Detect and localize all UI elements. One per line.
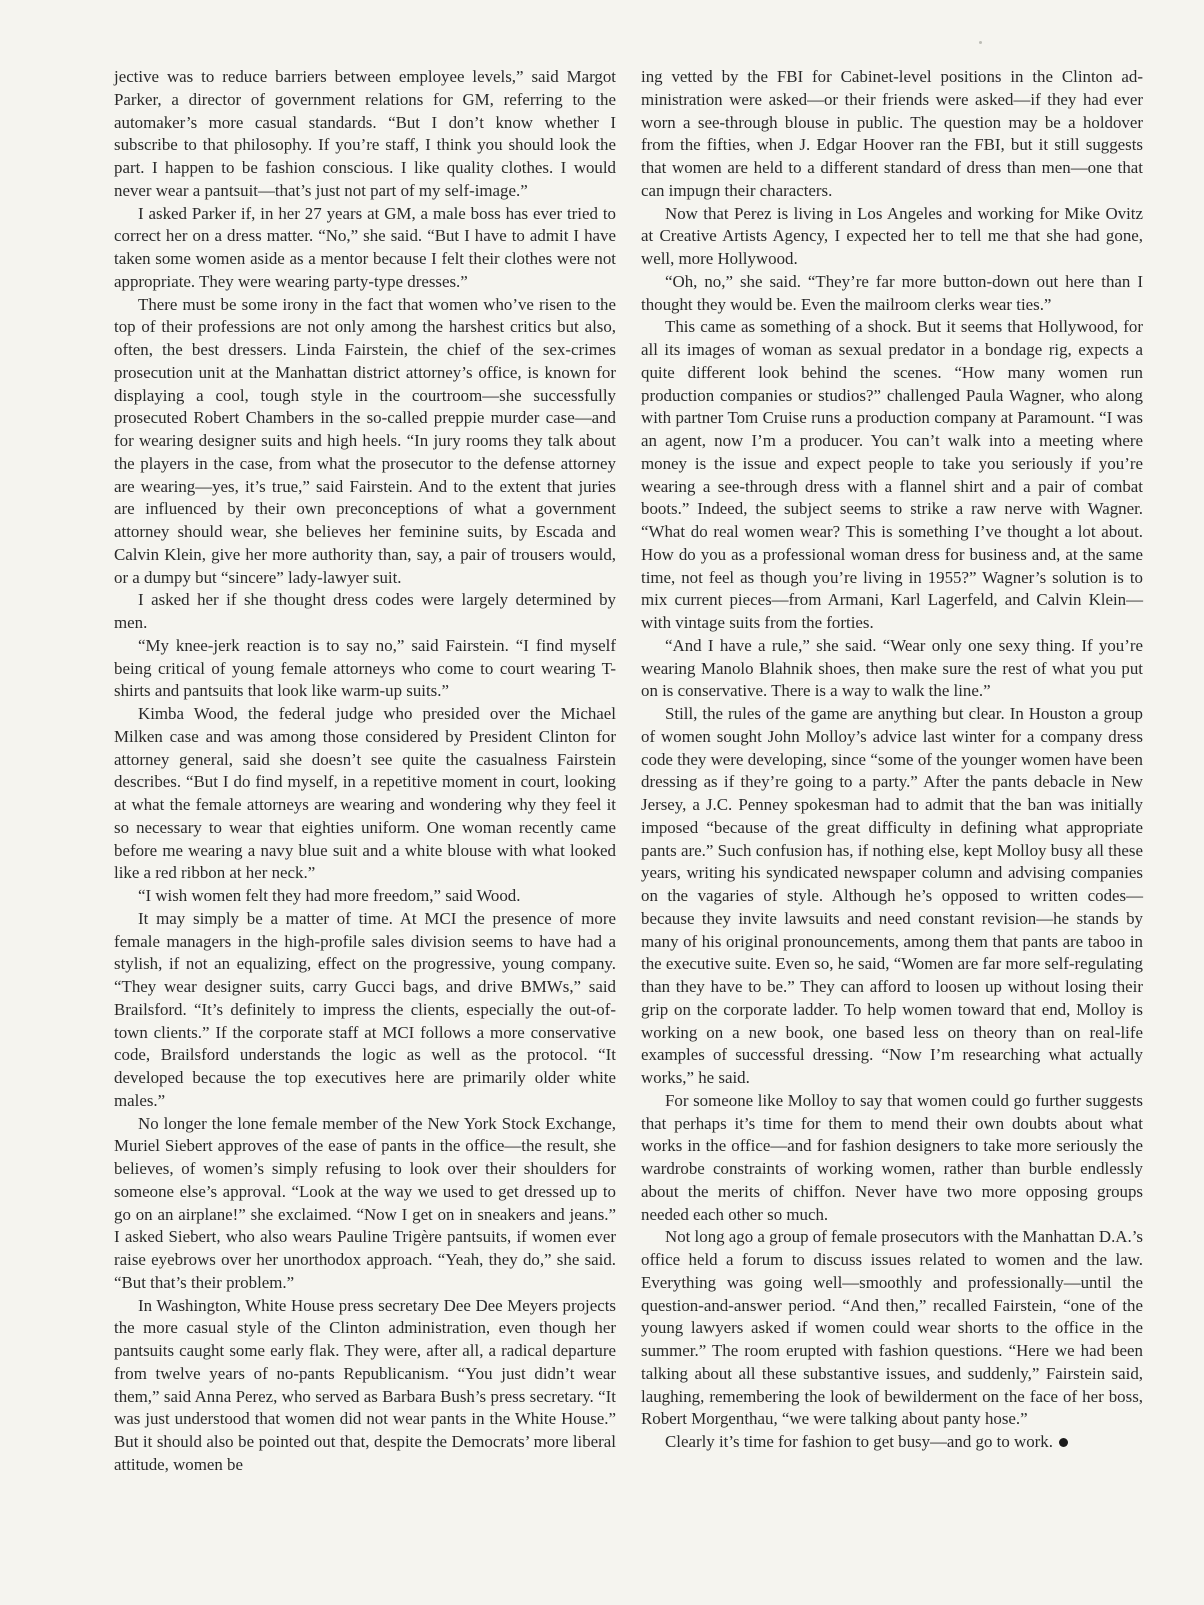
paragraph: There must be some irony in the fact that women who’ve risen to the top of their professions are not only among the harshest critics but also, often, the best dressers. Linda Fairstein, the chief of the sex-crimes prosecution unit at the Manhattan district attorney’s office, is known for displaying a cool, tough style in the courtroom—she successfully prosecuted Robert Chambers in the so-called preppie murder case—and for wearing designer suits and high heels. “In jury rooms they talk about the players in the case, from what the prosecutor to the defense attorney are wearing—yes, it’s true,” said Fairstein. And to the extent that juries are influenced by their own preconceptions of what a government attorney should wear, she believes her feminine suits, by Escada and Calvin Klein, give her more authority than, say, a pair of trousers would, or a dumpy but “sincere” lady-lawyer suit. — [114, 294, 616, 587]
bullet-end-mark-icon — [1059, 1438, 1068, 1447]
paragraph: For someone like Molloy to say that women could go further suggests that perhaps it’s time for them to mend their own doubts about what works in the office—and for fashion designers to take more seriously the wardrobe constraints of working women, rather than burble endlessly about the merits of chiffon. Never have two more opposing groups needed each other so much. — [641, 1090, 1143, 1224]
print-speck — [979, 41, 982, 44]
right-column — [641, 66, 1143, 1454]
paragraph: ing vetted by the FBI for Cabinet-level positions in the Clinton administration were asked—or their friends were asked—if they had ever worn a see-through blouse in public. The question may be a holdover from the fifties, when J. Edgar Hoover ran the FBI, but it still suggests that women are held to a different standard of dress than men—one that can impugn their characters. — [641, 67, 1143, 200]
paragraph: In Washington, White House press secretary Dee Dee Meyers projects the more casual style of the Clinton administration, even though her pantsuits caught some early flak. They were, after all, a radical departure from twelve years of no-pants Republicanism. “You just didn’t wear them,” said Anna Perez, who served as Barbara Bush’s press secretary. “It was just understood that women did not wear pants in the White House.” But it should also be pointed out that, despite the Democrats’ more liberal attitude, women be — [114, 1295, 616, 1474]
paragraph: “Oh, no,” she said. “They’re far more button-down out here than I thought they would be. Even the mailroom clerks wear ties.” — [641, 271, 1143, 314]
final-paragraph — [641, 1431, 1143, 1454]
paragraph: “And I have a rule,” she said. “Wear only one sexy thing. If you’re wearing Manolo Blahnik shoes, then make sure the rest of what you put on is conservative. There is a way to walk the line.” — [641, 635, 1143, 701]
paragraph: Still, the rules of the game are anything but clear. In Houston a group of women sought John Molloy’s advice last winter for a company dress code they were developing, since “some of the younger women have been dressing as if they’re going to a party.” After the pants debacle in New Jersey, a J.C. Penney spokesman had to admit that the ban was initially imposed “because of the great difficulty in defining what appropriate pants are.” Such confusion has, if nothing else, kept Molloy busy all these years, writing his syndicated newspaper column and advising companies on the vagaries of style. Although he’s opposed to written codes—because they invite lawsuits and need constant revision—he stands by many of his original pronouncements, among them that pants are taboo in the executive suite. Even so, he said, “Women are far more self-regulating than they have to be.” They can afford to loosen up without losing their grip on the corporate ladder. To help women toward that end, Molloy is working on a new book, one based less on theory than on real-life examples of successful dressing. “Now I’m researching what actually works,” he said. — [641, 704, 1143, 1087]
left-column — [114, 66, 616, 1477]
paragraph: jective was to reduce barriers between employee levels,” said Margot Parker, a director of government relations for GM, referring to the automaker’s more casual standards. “But I don’t know whether I subscribe to that philosophy. If you’re staff, I think you should look the part. I happen to be fashion conscious. I like quality clothes. I would never wear a pantsuit—that’s just not part of my self-image.” — [114, 67, 616, 200]
paragraph: Not long ago a group of female prosecutors with the Manhattan D.A.’s office held a forum to discuss issues related to women and the law. Everything was going well—smoothly and professionally—until the question-and-answer period. “And then,” recalled Fairstein, “one of the young lawyers asked if women could wear shorts to the office in the summer.” The room erupted with fashion questions. “Here we had been talking about all these substantive issues, and suddenly,” Fairstein said, laughing, remembering the look of bewilderment on the face of her boss, Robert Morgenthau, “we were talking about panty hose.” — [641, 1227, 1143, 1429]
paragraph: Now that Perez is living in Los Angeles and working for Mike Ovitz at Creative Artists Agency, I expected her to tell me that she had gone, well, more Hollywood. — [641, 203, 1143, 268]
final-sentence: Clearly it’s time for fashion to get busy—and go to work. — [665, 1432, 1053, 1451]
paragraph: I asked her if she thought dress codes were largely determined by men. — [114, 590, 616, 632]
paragraph: “My knee-jerk reaction is to say no,” said Fairstein. “I find myself being critical of young female attorneys who come to court wearing T-shirts and pantsuits that look like warm-up suits.” — [114, 635, 616, 701]
paragraph: No longer the lone female member of the New York Stock Exchange, Muriel Siebert approves of the ease of pants in the office—the result, she believes, of women’s simply refusing to look over their shoulders for someone else’s approval. “Look at the way we used to get dressed up to go on an airplane!” she exclaimed. “Now I get on in sneakers and jeans.” I asked Siebert, who also wears Pauline Trigère pantsuits, if women ever raise eyebrows over her unorthodox approach. “Yeah, they do,” she said. “But that’s their problem.” — [114, 1113, 616, 1292]
paragraph: Kimba Wood, the federal judge who presided over the Michael Milken case and was among those considered by President Clinton for attorney general, said she doesn’t see quite the casualness Fairstein describes. “But I do find myself, in a repetitive moment in court, looking at what the female attorneys are wearing and wondering why they feel it so necessary to wear that eighties uniform. One woman recently came before me wearing a navy blue suit and a white blouse with what looked like a red ribbon at her neck.” — [114, 704, 616, 883]
paragraph: I asked Parker if, in her 27 years at GM, a male boss has ever tried to correct her on a dress matter. “No,” she said. “But I have to admit I have taken some women aside as a mentor because I felt their clothes were not appropriate. They were wearing party-type dresses.” — [114, 203, 616, 291]
paragraph: This came as something of a shock. But it seems that Hollywood, for all its images of woman as sexual predator in a bondage rig, expects a quite different look behind the scenes. “How many women run production companies or studios?” challenged Paula Wagner, who along with partner Tom Cruise runs a production company at Paramount. “I was an agent, now I’m a producer. You can’t walk into a meeting where money is the issue and expect people to take you seriously if you’re wearing a see-through dress with a flannel shirt and a pair of combat boots.” Indeed, the subject seems to strike a raw nerve with Wagner. “What do real women wear? This is something I’ve thought a lot about. How do you as a professional woman dress for business and, at the same time, not feel as though you’re living in 1955?” Wagner’s solution is to mix current pieces—from Armani, Karl Lagerfeld, and Calvin Klein—with vintage suits from the forties. — [641, 317, 1143, 632]
paragraph: “I wish women felt they had more freedom,” said Wood. — [138, 886, 521, 905]
paragraph: It may simply be a matter of time. At MCI the presence of more female managers in the high-profile sales division seems to have had a stylish, if not an equalizing, effect on the progressive, young company. “They wear designer suits, carry Gucci bags, and drive BMWs,” said Brailsford. “It’s definitely to impress the clients, especially the out-of-town clients.” If the corporate staff at MCI follows a more conservative code, Brailsford understands the logic as well as the protocol. “It developed because the top executives here are primarily older white males.” — [114, 908, 616, 1110]
